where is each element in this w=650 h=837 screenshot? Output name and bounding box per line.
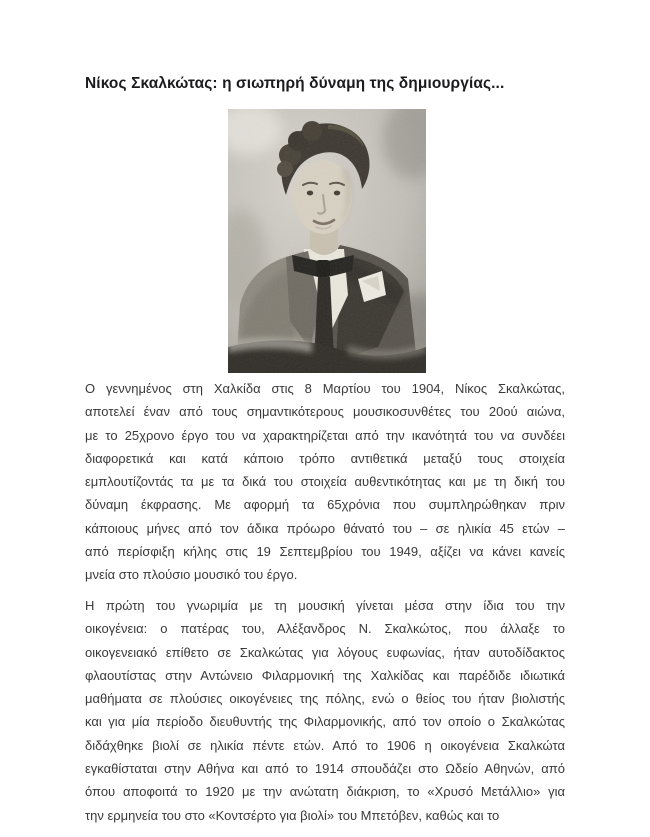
text-line: και για μία περίοδο διευθυντής της Φιλαρμονικής, από τον οποίο ο Σκαλκώτας (85, 714, 565, 730)
paragraph-biography-intro (85, 377, 565, 587)
text-line: εγκαθίσταται στην Αθήνα και από το 1914 σπουδάζει στο Ωδείο Αθηνών, από (85, 761, 565, 777)
text-line: μνεία στο πλούσιο μουσικό του έργο. (85, 567, 298, 583)
text-line: φλαουτίστας στην Αντώνειο Φιλαρμονική της Χαλκίδας και παρέδιδε ιδιωτικά (85, 667, 565, 683)
text-line: διαφορετικά και κατά κάποιο τρόπο αντιθετικά μεταξύ τους στοιχεία (85, 450, 565, 466)
text-line: Ο γεννημένος στη Χαλκίδα στις 8 Μαρτίου του 1904, Νίκος Σκαλκώτας, (85, 381, 565, 396)
text-line: οικογενειακό επίθετο σε Σκαλκώτας για λόγους ευφωνίας, ήταν αυτοδίδακτος (85, 644, 565, 660)
text-line: με το 25χρονο έργο του να χαρακτηρίζεται από την ικανότητά του να συνδέει (85, 427, 565, 443)
text-line: οικογένεια: ο πατέρας του, Αλέξανδρος Ν. Σκαλκώτος, που άλλαξε το (85, 621, 565, 637)
text-line: μαθήματα σε πλούσιες οικογένειες της πόλης, ενώ ο θείος του ήταν βιολιστής (85, 691, 565, 707)
text-line: την ερμηνεία του στο «Κοντσέρτο για βιολί» του Μπετόβεν, καθώς και το (85, 807, 500, 823)
text-line: από περίσφιξη κήλης στις 19 Σεπτεμβρίου του 1949, αξίζει να κάνει κανείς (85, 544, 565, 560)
paragraph-family-education (85, 594, 565, 827)
text-line: κάποιους μήνες από τον άδικα πρόωρο θάνατό του – σε ηλικία 45 ετών – (85, 520, 565, 536)
text-line: διδάχθηκε βιολί σε ηλικία πέντε ετών. Από το 1906 η οικογένεια Σκαλκώτα (85, 737, 565, 753)
text-line: αποτελεί έναν από τους σημαντικότερους μουσικοσυνθέτες του 20ού αιώνα, (85, 404, 565, 420)
text-line: δύναμη έκφρασης. Με αφορμή τα 65χρόνια που συμπληρώθηκαν πριν (85, 497, 565, 513)
page-title: Νίκος Σκαλκώτας: η σιωπηρή δύναμη της δημιουργίας... (85, 75, 505, 92)
text-line: όπου αποφοιτά το 1920 με την ανώτατη διάκριση, το «Χρυσό Μετάλλιο» για (85, 784, 565, 800)
text-line: εμπλουτίζοντάς τα με τα δικά του στοιχεία αυθεντικότητας και με τη δική του (85, 474, 565, 490)
portrait-photo (228, 109, 426, 373)
portrait-photo-illustration (228, 109, 426, 373)
text-line: Η πρώτη του γνωριμία με τη μουσική γίνεται μέσα στην ίδια του την (85, 598, 565, 613)
